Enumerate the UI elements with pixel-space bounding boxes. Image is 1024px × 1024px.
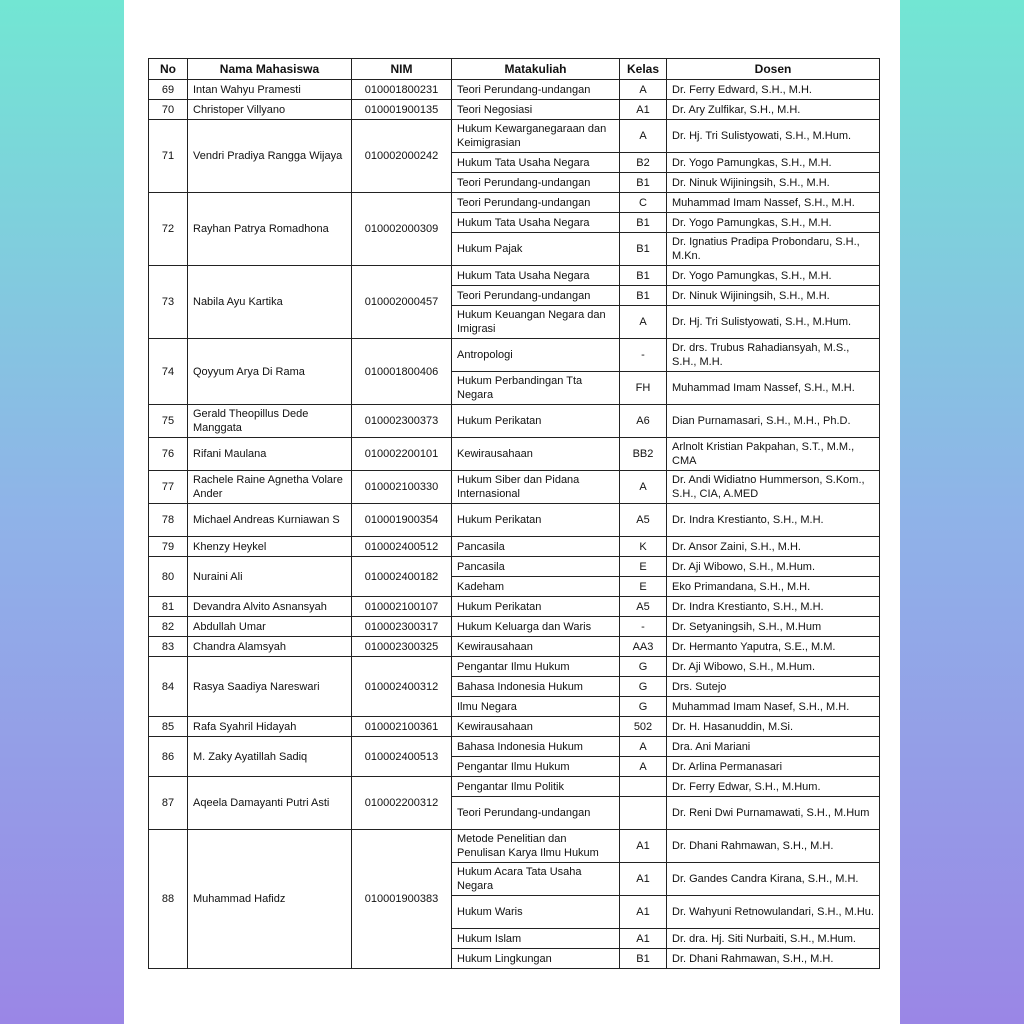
student-name: Qoyyum Arya Di Rama	[188, 339, 352, 405]
course-class: K	[620, 537, 667, 557]
course-class: G	[620, 697, 667, 717]
student-nim: 010002000457	[352, 266, 452, 339]
course-class: A	[620, 757, 667, 777]
course-class: B1	[620, 233, 667, 266]
lecturer-name: Dr. Yogo Pamungkas, S.H., M.H.	[667, 213, 880, 233]
course-class: G	[620, 657, 667, 677]
course-class: A1	[620, 896, 667, 929]
course-name: Teori Perundang-undangan	[452, 797, 620, 830]
table-row	[149, 80, 880, 100]
course-name: Hukum Tata Usaha Negara	[452, 266, 620, 286]
student-nim: 010002200312	[352, 777, 452, 830]
table-row	[149, 504, 880, 537]
course-class: -	[620, 339, 667, 372]
course-class: A1	[620, 100, 667, 120]
row-no: 86	[149, 737, 188, 777]
row-no: 75	[149, 405, 188, 438]
course-name: Bahasa Indonesia Hukum	[452, 677, 620, 697]
document-page	[124, 0, 900, 1024]
student-nim: 010002200101	[352, 438, 452, 471]
lecturer-name: Dr. Ninuk Wijiningsih, S.H., M.H.	[667, 173, 880, 193]
lecturer-name: Dr. Indra Krestianto, S.H., M.H.	[667, 504, 880, 537]
table-row	[149, 193, 880, 213]
student-nim: 010002400513	[352, 737, 452, 777]
student-nim: 010001800231	[352, 80, 452, 100]
row-no: 74	[149, 339, 188, 405]
student-name: Chandra Alamsyah	[188, 637, 352, 657]
course-name: Pancasila	[452, 557, 620, 577]
lecturer-name: Dr. Ferry Edwar, S.H., M.Hum.	[667, 777, 880, 797]
header-nama-mahasiswa: Nama Mahasiswa	[188, 59, 352, 80]
header-nim: NIM	[352, 59, 452, 80]
table-row	[149, 471, 880, 504]
lecturer-name: Dr. drs. Trubus Rahadiansyah, M.S., S.H., M.H.	[667, 339, 880, 372]
table-row	[149, 830, 880, 863]
lecturer-name: Muhammad Imam Nassef, S.H., M.H.	[667, 193, 880, 213]
course-name: Bahasa Indonesia Hukum	[452, 737, 620, 757]
row-no: 82	[149, 617, 188, 637]
course-class: A1	[620, 863, 667, 896]
student-nim: 010001900135	[352, 100, 452, 120]
course-class: A	[620, 306, 667, 339]
student-name: M. Zaky Ayatillah Sadiq	[188, 737, 352, 777]
course-name: Kewirausahaan	[452, 438, 620, 471]
student-name: Rafa Syahril Hidayah	[188, 717, 352, 737]
row-no: 80	[149, 557, 188, 597]
course-name: Kewirausahaan	[452, 717, 620, 737]
lecturer-name: Dr. Ansor Zaini, S.H., M.H.	[667, 537, 880, 557]
lecturer-name: Dr. Setyaningsih, S.H., M.Hum	[667, 617, 880, 637]
course-class: G	[620, 677, 667, 697]
lecturer-name: Dr. Wahyuni Retnowulandari, S.H., M.Hu.	[667, 896, 880, 929]
header-matakuliah: Matakuliah	[452, 59, 620, 80]
course-name: Teori Perundang-undangan	[452, 80, 620, 100]
student-name: Christoper Villyano	[188, 100, 352, 120]
course-name: Hukum Acara Tata Usaha Negara	[452, 863, 620, 896]
table-header-row	[149, 59, 880, 80]
lecturer-name: Dr. Aji Wibowo, S.H., M.Hum.	[667, 657, 880, 677]
student-nim: 010002400512	[352, 537, 452, 557]
student-name: Gerald Theopillus Dede Manggata	[188, 405, 352, 438]
table-row	[149, 597, 880, 617]
course-class: E	[620, 577, 667, 597]
course-name: Hukum Perbandingan Tta Negara	[452, 372, 620, 405]
course-class: C	[620, 193, 667, 213]
row-no: 72	[149, 193, 188, 266]
course-name: Kewirausahaan	[452, 637, 620, 657]
student-nim: 010002300325	[352, 637, 452, 657]
course-name: Antropologi	[452, 339, 620, 372]
lecturer-name: Dr. Yogo Pamungkas, S.H., M.H.	[667, 266, 880, 286]
course-name: Hukum Lingkungan	[452, 949, 620, 969]
lecturer-name: Dian Purnamasari, S.H., M.H., Ph.D.	[667, 405, 880, 438]
course-class: 502	[620, 717, 667, 737]
student-name: Aqeela Damayanti Putri Asti	[188, 777, 352, 830]
course-name: Hukum Tata Usaha Negara	[452, 153, 620, 173]
student-nim: 010001800406	[352, 339, 452, 405]
table-row	[149, 100, 880, 120]
lecturer-name: Dr. Gandes Candra Kirana, S.H., M.H.	[667, 863, 880, 896]
table-row	[149, 405, 880, 438]
course-class: B1	[620, 949, 667, 969]
row-no: 78	[149, 504, 188, 537]
student-nim: 010002300317	[352, 617, 452, 637]
table-row	[149, 737, 880, 757]
course-class: A	[620, 80, 667, 100]
student-name: Rifani Maulana	[188, 438, 352, 471]
student-nim: 010002000309	[352, 193, 452, 266]
course-name: Teori Perundang-undangan	[452, 193, 620, 213]
course-name: Hukum Pajak	[452, 233, 620, 266]
lecturer-name: Dr. Aji Wibowo, S.H., M.Hum.	[667, 557, 880, 577]
student-nim: 010001900354	[352, 504, 452, 537]
row-no: 76	[149, 438, 188, 471]
course-class: BB2	[620, 438, 667, 471]
lecturer-name: Dr. Indra Krestianto, S.H., M.H.	[667, 597, 880, 617]
course-name: Teori Perundang-undangan	[452, 286, 620, 306]
row-no: 88	[149, 830, 188, 969]
course-class	[620, 797, 667, 830]
row-no: 70	[149, 100, 188, 120]
course-class: -	[620, 617, 667, 637]
student-name: Rasya Saadiya Nareswari	[188, 657, 352, 717]
course-class: A1	[620, 830, 667, 863]
student-name: Nuraini Ali	[188, 557, 352, 597]
lecturer-name: Dr. Hj. Tri Sulistyowati, S.H., M.Hum.	[667, 120, 880, 153]
course-class: A5	[620, 504, 667, 537]
table-row	[149, 438, 880, 471]
row-no: 79	[149, 537, 188, 557]
lecturer-name: Dra. Ani Mariani	[667, 737, 880, 757]
course-name: Hukum Perikatan	[452, 504, 620, 537]
lecturer-name: Dr. Ferry Edward, S.H., M.H.	[667, 80, 880, 100]
course-class: A1	[620, 929, 667, 949]
course-class: A	[620, 737, 667, 757]
row-no: 87	[149, 777, 188, 830]
row-no: 71	[149, 120, 188, 193]
student-nim: 010002300373	[352, 405, 452, 438]
course-class: A	[620, 120, 667, 153]
course-name: Pengantar Ilmu Hukum	[452, 657, 620, 677]
course-class: FH	[620, 372, 667, 405]
table-row	[149, 717, 880, 737]
course-class: B1	[620, 173, 667, 193]
row-no: 81	[149, 597, 188, 617]
row-no: 69	[149, 80, 188, 100]
course-name: Pancasila	[452, 537, 620, 557]
lecturer-name: Dr. Hj. Tri Sulistyowati, S.H., M.Hum.	[667, 306, 880, 339]
lecturer-name: Dr. Yogo Pamungkas, S.H., M.H.	[667, 153, 880, 173]
row-no: 77	[149, 471, 188, 504]
row-no: 73	[149, 266, 188, 339]
course-name: Pengantar Ilmu Hukum	[452, 757, 620, 777]
student-name: Muhammad Hafidz	[188, 830, 352, 969]
table-row	[149, 537, 880, 557]
lecturer-name: Dr. Ary Zulfikar, S.H., M.H.	[667, 100, 880, 120]
lecturer-name: Dr. H. Hasanuddin, M.Si.	[667, 717, 880, 737]
course-class: E	[620, 557, 667, 577]
course-name: Teori Perundang-undangan	[452, 173, 620, 193]
course-name: Pengantar Ilmu Politik	[452, 777, 620, 797]
student-name: Rayhan Patrya Romadhona	[188, 193, 352, 266]
header-no: No	[149, 59, 188, 80]
table-row	[149, 657, 880, 677]
lecturer-name: Drs. Sutejo	[667, 677, 880, 697]
lecturer-name: Dr. Hermanto Yaputra, S.E., M.M.	[667, 637, 880, 657]
course-name: Hukum Tata Usaha Negara	[452, 213, 620, 233]
student-nim: 010002100330	[352, 471, 452, 504]
student-name: Intan Wahyu Pramesti	[188, 80, 352, 100]
student-nim: 010002000242	[352, 120, 452, 193]
table-row	[149, 120, 880, 153]
student-name: Vendri Pradiya Rangga Wijaya	[188, 120, 352, 193]
course-name: Ilmu Negara	[452, 697, 620, 717]
course-name: Hukum Perikatan	[452, 597, 620, 617]
course-class: AA3	[620, 637, 667, 657]
header-kelas: Kelas	[620, 59, 667, 80]
student-name: Nabila Ayu Kartika	[188, 266, 352, 339]
course-class: A	[620, 471, 667, 504]
course-name: Hukum Perikatan	[452, 405, 620, 438]
course-class	[620, 777, 667, 797]
lecturer-name: Dr. Reni Dwi Purnamawati, S.H., M.Hum	[667, 797, 880, 830]
student-nim: 010002400182	[352, 557, 452, 597]
lecturer-name: Dr. Ninuk Wijiningsih, S.H., M.H.	[667, 286, 880, 306]
table-body	[149, 80, 880, 969]
table-row	[149, 777, 880, 797]
table-row	[149, 266, 880, 286]
row-no: 83	[149, 637, 188, 657]
course-class: A5	[620, 597, 667, 617]
course-name: Hukum Kewarganegaraan dan Keimigrasian	[452, 120, 620, 153]
lecturer-name: Dr. Dhani Rahmawan, S.H., M.H.	[667, 830, 880, 863]
course-class: B1	[620, 286, 667, 306]
header-dosen: Dosen	[667, 59, 880, 80]
lecturer-name: Dr. dra. Hj. Siti Nurbaiti, S.H., M.Hum.	[667, 929, 880, 949]
course-name: Hukum Keluarga dan Waris	[452, 617, 620, 637]
student-name: Michael Andreas Kurniawan S	[188, 504, 352, 537]
course-name: Metode Penelitian dan Penulisan Karya Ilmu Hukum	[452, 830, 620, 863]
student-nim: 010002100107	[352, 597, 452, 617]
lecturer-name: Muhammad Imam Nassef, S.H., M.H.	[667, 372, 880, 405]
student-name: Abdullah Umar	[188, 617, 352, 637]
student-name: Khenzy Heykel	[188, 537, 352, 557]
student-nim: 010002100361	[352, 717, 452, 737]
lecturer-name: Muhammad Imam Nasef, S.H., M.H.	[667, 697, 880, 717]
course-name: Kadeham	[452, 577, 620, 597]
row-no: 85	[149, 717, 188, 737]
student-name: Devandra Alvito Asnansyah	[188, 597, 352, 617]
student-nim: 010002400312	[352, 657, 452, 717]
course-name: Hukum Waris	[452, 896, 620, 929]
course-class: B1	[620, 213, 667, 233]
course-class: B1	[620, 266, 667, 286]
course-name: Teori Negosiasi	[452, 100, 620, 120]
row-no: 84	[149, 657, 188, 717]
lecturer-name: Arlnolt Kristian Pakpahan, S.T., M.M., CMA	[667, 438, 880, 471]
course-class: A6	[620, 405, 667, 438]
table-row	[149, 617, 880, 637]
course-name: Hukum Islam	[452, 929, 620, 949]
student-name: Rachele Raine Agnetha Volare Ander	[188, 471, 352, 504]
student-nim: 010001900383	[352, 830, 452, 969]
student-course-table	[148, 58, 880, 969]
lecturer-name: Eko Primandana, S.H., M.H.	[667, 577, 880, 597]
table-row	[149, 339, 880, 372]
course-name: Hukum Keuangan Negara dan Imigrasi	[452, 306, 620, 339]
table-row	[149, 557, 880, 577]
table-row	[149, 637, 880, 657]
lecturer-name: Dr. Ignatius Pradipa Probondaru, S.H., M.Kn.	[667, 233, 880, 266]
lecturer-name: Dr. Dhani Rahmawan, S.H., M.H.	[667, 949, 880, 969]
course-name: Hukum Siber dan Pidana Internasional	[452, 471, 620, 504]
lecturer-name: Dr. Andi Widiatno Hummerson, S.Kom., S.H., CIA, A.MED	[667, 471, 880, 504]
course-class: B2	[620, 153, 667, 173]
lecturer-name: Dr. Arlina Permanasari	[667, 757, 880, 777]
